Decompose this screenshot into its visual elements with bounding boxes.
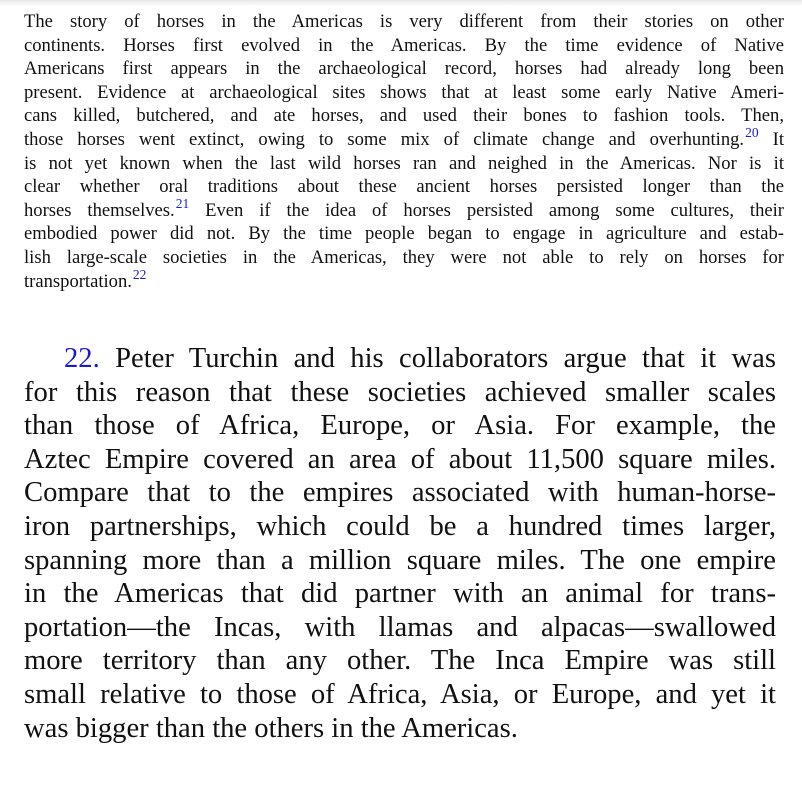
paragraph-line: clear whether oral traditions about these ancient horses persisted longer than the (24, 176, 784, 198)
footnote-line: small relative to those of Africa, Asia, or Europe, and yet it (24, 678, 776, 710)
paragraph-line: cans killed, butchered, and ate horses, and used their bones to fashion tools. Then, (24, 105, 784, 127)
footnote-line: Compare that to the empires associated with human-horse- (24, 477, 776, 509)
footnote-line: than those of Africa, Europe, or Asia. For example, the (24, 410, 776, 442)
paragraph-line-with-ref-20 (24, 124, 784, 152)
footnote-ref-21[interactable]: 21 (175, 195, 190, 211)
paragraph-text: Even if the idea of horses persisted among some cultures, their (205, 199, 785, 221)
footnote-text: Peter Turchin and his collaborators argue that it was (115, 343, 776, 374)
footnote-line: for this reason that these societies achieved smaller scales (24, 376, 776, 408)
paragraph-line: continents. Horses first evolved in the Americas. By the time evidence of Native (24, 34, 784, 56)
footnote-line: Aztec Empire covered an area of about 11,500 square miles. (24, 443, 776, 475)
paragraph-text: It (772, 128, 784, 150)
footnote-line: was bigger than the others in the Americas. (24, 712, 518, 744)
footnote-line (24, 342, 776, 376)
footnote-line: spanning more than a million square miles. The one empire (24, 544, 776, 576)
paragraph-text: horses themselves. (24, 199, 175, 221)
footnote-number[interactable]: 22. (64, 343, 100, 374)
paragraph-text: transportation. (24, 270, 132, 292)
paragraph-line: The story of horses in the Americas is very different from their stories on other (24, 11, 784, 32)
paragraph-line-with-ref-21 (24, 195, 785, 223)
top-edge-shadow (0, 0, 802, 6)
paragraph-line-with-ref-22 (24, 266, 784, 294)
footnote-line: more territory than any other. The Inca Empire was still (24, 645, 776, 677)
footnote-ref-22[interactable]: 22 (132, 266, 147, 282)
footnote-popup (24, 342, 776, 745)
paragraph-text: those horses went extinct, owing to some mix of climate change and overhunting. (24, 128, 745, 150)
paragraph-line: Americans first appears in the archaeological record, horses had already long been (24, 58, 784, 80)
paragraph-line: is not yet known when the last wild horses ran and neighed in the Americas. Nor is it (24, 152, 784, 174)
footnote-ref-20[interactable]: 20 (745, 124, 759, 140)
paragraph-line: present. Evidence at archaeological sites shows that at least some early Native Ameri- (24, 81, 784, 103)
footnote-line: iron partnerships, which could be a hundred times larger, (24, 510, 776, 542)
paragraph-line: embodied power did not. By the time people began to engage in agriculture and estab- (24, 223, 784, 245)
footnote-line: portation—the Incas, with llamas and alpacas—swallowed (24, 611, 776, 643)
paragraph-line: lish large-scale societies in the Americas, they were not able to rely on horses for (24, 246, 784, 268)
footnote-line: in the Americas that did partner with an animal for trans- (24, 578, 776, 610)
main-paragraph (24, 10, 784, 293)
